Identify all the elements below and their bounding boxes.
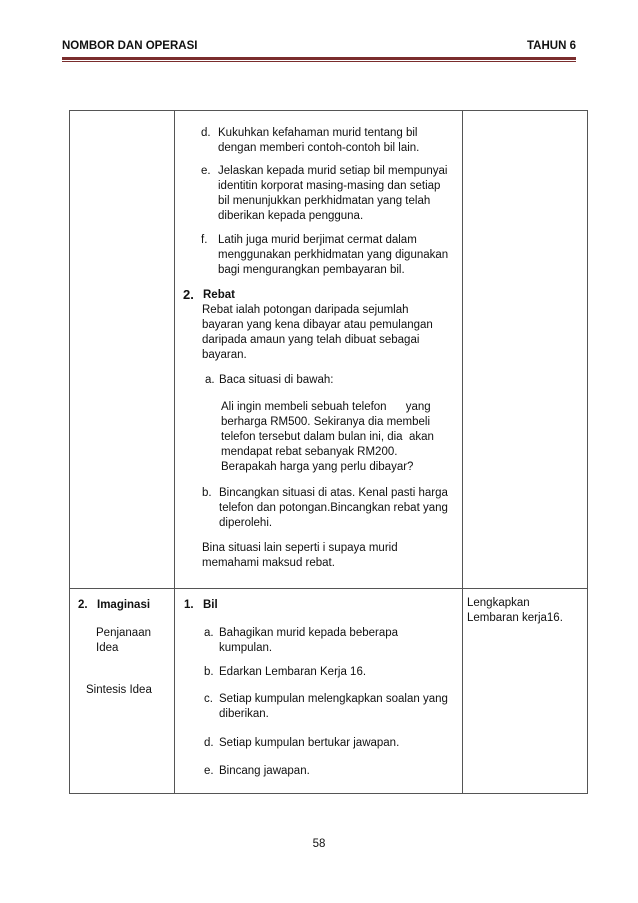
bil-number: 1. <box>184 599 194 611</box>
bil-item-a-letter: a. <box>204 627 214 639</box>
item-b-line1: Bincangkan situasi di atas. Kenal pasti harga <box>219 487 448 499</box>
situation-line5: Berapakah harga yang perlu dibayar? <box>221 461 414 473</box>
item-b-line3: diperolehi. <box>219 517 273 529</box>
item-a-text: Baca situasi di bawah: <box>219 374 334 386</box>
column-divider-2 <box>462 111 463 793</box>
item-f-line2: menggunakan perkhidmatan yang digunakan <box>218 249 449 261</box>
item-b-line2: telefon dan potongan.Bincangkan rebat yang <box>219 502 448 514</box>
item-e-letter: e. <box>201 165 211 177</box>
skill-number: 2. <box>78 599 88 611</box>
bil-item-d-line1: Setiap kumpulan bertukar jawapan. <box>219 737 400 749</box>
item-d-line2: dengan memberi contoh-contoh bil lain. <box>218 142 420 154</box>
bil-item-b-letter: b. <box>204 666 214 678</box>
item-e-line3: bil menunjukkan perkhidmatan yang telah <box>218 195 431 207</box>
bil-item-e-line1: Bincang jawapan. <box>219 765 310 777</box>
item-f-line3: bagi mengurangkan pembayaran bil. <box>218 264 405 276</box>
header-rule-thin <box>62 61 576 62</box>
item-e-line1: Jelaskan kepada murid setiap bil mempunyai <box>218 165 448 177</box>
bil-item-c-letter: c. <box>204 693 213 705</box>
item-e-line2: identitin korporat masing-masing dan setiap <box>218 180 441 192</box>
column-divider-1 <box>174 111 175 793</box>
bil-item-d-letter: d. <box>204 737 214 749</box>
skill-title: Imaginasi <box>97 599 151 611</box>
skill-sub2: Sintesis Idea <box>86 684 152 696</box>
closing-line1: Bina situasi lain seperti i supaya murid <box>202 542 398 554</box>
item-d-letter: d. <box>201 127 211 139</box>
row-divider <box>70 588 587 589</box>
item-a-letter: a. <box>205 374 215 386</box>
rebat-desc-line4: bayaran. <box>202 349 247 361</box>
header-year: TAHUN 6 <box>527 40 576 52</box>
header-subject: NOMBOR DAN OPERASI <box>62 40 198 52</box>
item-b-letter: b. <box>202 487 212 499</box>
rebat-title: Rebat <box>203 289 235 301</box>
item-f-letter: f. <box>201 234 208 246</box>
situation-line2: berharga RM500. Sekiranya dia membeli <box>221 416 431 428</box>
skill-sub1-line2: Idea <box>96 642 119 654</box>
resource-line1: Lengkapkan <box>467 597 530 609</box>
rebat-desc-line3: daripada amaun yang telah dibuat sebagai <box>202 334 420 346</box>
situation-line3: telefon tersebut dalam bulan ini, dia akan <box>221 431 434 443</box>
rebat-number: 2. <box>183 287 194 302</box>
bil-item-a-line1: Bahagikan murid kepada beberapa <box>219 627 399 639</box>
rebat-desc-line1: Rebat ialah potongan daripada sejumlah <box>202 304 409 316</box>
bil-item-c-line1: Setiap kumpulan melengkapkan soalan yang <box>219 693 448 705</box>
situation-line4: mendapat rebat sebanyak RM200. <box>221 446 398 458</box>
bil-item-e-letter: e. <box>204 765 214 777</box>
item-f-line1: Latih juga murid berjimat cermat dalam <box>218 234 417 246</box>
resource-line2: Lembaran kerja16. <box>467 612 563 624</box>
item-d-line1: Kukuhkan kefahaman murid tentang bil <box>218 127 418 139</box>
page-number: 58 <box>312 838 326 850</box>
skill-sub1-line1: Penjanaan <box>96 627 151 639</box>
situation-line1: Ali ingin membeli sebuah telefon yang <box>221 401 431 413</box>
bil-title: Bil <box>203 599 218 611</box>
closing-line2: memahami maksud rebat. <box>202 557 335 569</box>
header-rule-thick <box>62 57 576 60</box>
bil-item-a-line2: kumpulan. <box>219 642 273 654</box>
item-e-line4: diberikan kepada pengguna. <box>218 210 364 222</box>
rebat-desc-line2: bayaran yang kena dibayar atau pemulangan <box>202 319 433 331</box>
bil-item-b-line1: Edarkan Lembaran Kerja 16. <box>219 666 367 678</box>
bil-item-c-line2: diberikan. <box>219 708 269 720</box>
